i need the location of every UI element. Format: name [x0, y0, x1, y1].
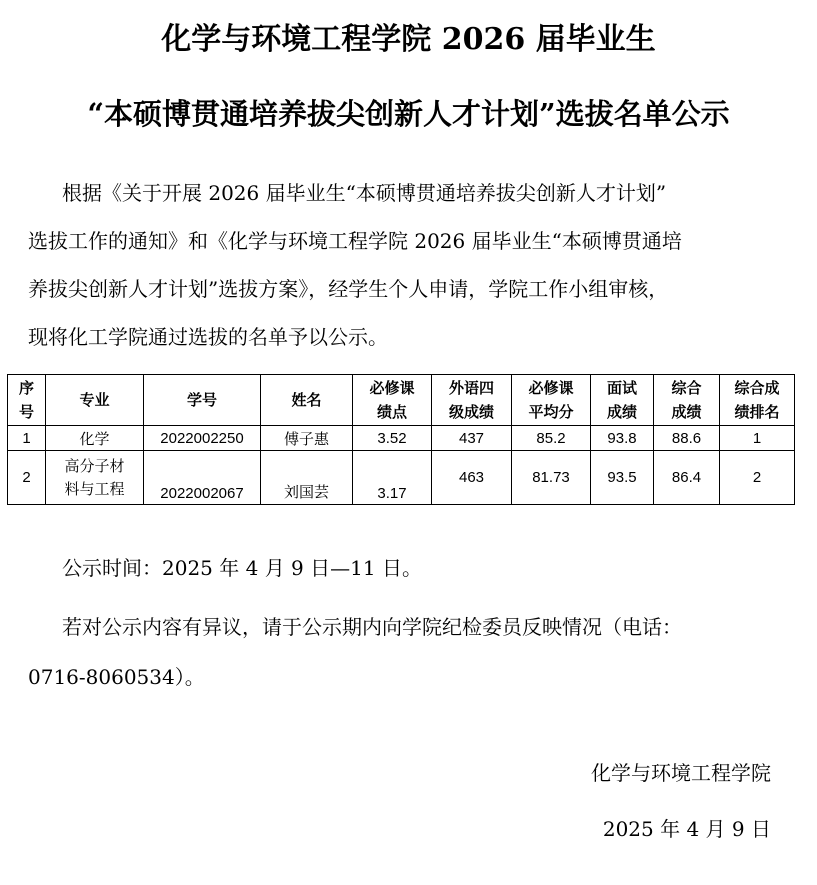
cell-seq: 2 [8, 451, 46, 505]
cell-cet4: 463 [432, 451, 512, 505]
cell-student-id: 2022002250 [144, 426, 261, 451]
header-average: 必修课 平均分 [512, 375, 591, 426]
cell-gpa: 3.52 [353, 426, 432, 451]
cell-name: 傅子惠 [261, 426, 353, 451]
cell-total: 86.4 [654, 451, 720, 505]
signature-date: 2025 年 4 月 9 日 [602, 817, 771, 841]
signature-org: 化学与环境工程学院 [591, 761, 771, 785]
header-student-id: 学号 [144, 375, 261, 426]
intro-line-3: 养拔尖创新人才计划”选拔方案》，经学生个人申请，学院工作小组审核， [28, 277, 669, 301]
cell-rank: 1 [720, 426, 795, 451]
cell-gpa: 3.17 [353, 451, 432, 505]
cell-name: 刘国芸 [261, 451, 353, 505]
table-row [8, 451, 795, 505]
intro-line-2: 选拔工作的通知》和《化学与环境工程学院 2026 届毕业生“本硕博贯通培 [28, 229, 682, 253]
header-total: 综合 成绩 [654, 375, 720, 426]
objection-line-1: 若对公示内容有异议，请于公示期内向学院纪检委员反映情况（电话： [62, 615, 682, 639]
cell-interview: 93.5 [591, 451, 654, 505]
selection-table [7, 374, 795, 505]
header-major: 专业 [46, 375, 144, 426]
header-name: 姓名 [261, 375, 353, 426]
objection-note [28, 602, 682, 702]
header-interview: 面试 成绩 [591, 375, 654, 426]
intro-line-4: 现将化工学院通过选拔的名单予以公示。 [28, 325, 388, 349]
cell-seq: 1 [8, 426, 46, 451]
header-cet4: 外语四 级成绩 [432, 375, 512, 426]
cell-rank: 2 [720, 451, 795, 505]
header-rank: 综合成 绩排名 [720, 375, 795, 426]
intro-line-1: 根据《关于开展 2026 届毕业生“本硕博贯通培养拔尖创新人才计划” [62, 181, 667, 205]
cell-major: 化学 [46, 426, 144, 451]
page-subtitle: “本硕博贯通培养拔尖创新人才计划”选拔名单公示 [87, 97, 730, 131]
header-seq: 序 号 [8, 375, 46, 426]
objection-line-2: 0716-8060534）。 [28, 665, 205, 689]
header-gpa: 必修课 绩点 [353, 375, 432, 426]
cell-interview: 93.8 [591, 426, 654, 451]
table-row [8, 426, 795, 451]
cell-student-id: 2022002067 [144, 451, 261, 505]
cell-total: 88.6 [654, 426, 720, 451]
cell-average: 85.2 [512, 426, 591, 451]
cell-cet4: 437 [432, 426, 512, 451]
table-header-row [8, 375, 795, 426]
announcement-period: 公示时间：2025 年 4 月 9 日—11 日。 [62, 556, 422, 580]
page-title: 化学与环境工程学院 2026 届毕业生 [161, 22, 656, 57]
cell-major: 高分子材 料与工程 [46, 451, 144, 505]
cell-average: 81.73 [512, 451, 591, 505]
intro-paragraph [28, 169, 778, 361]
